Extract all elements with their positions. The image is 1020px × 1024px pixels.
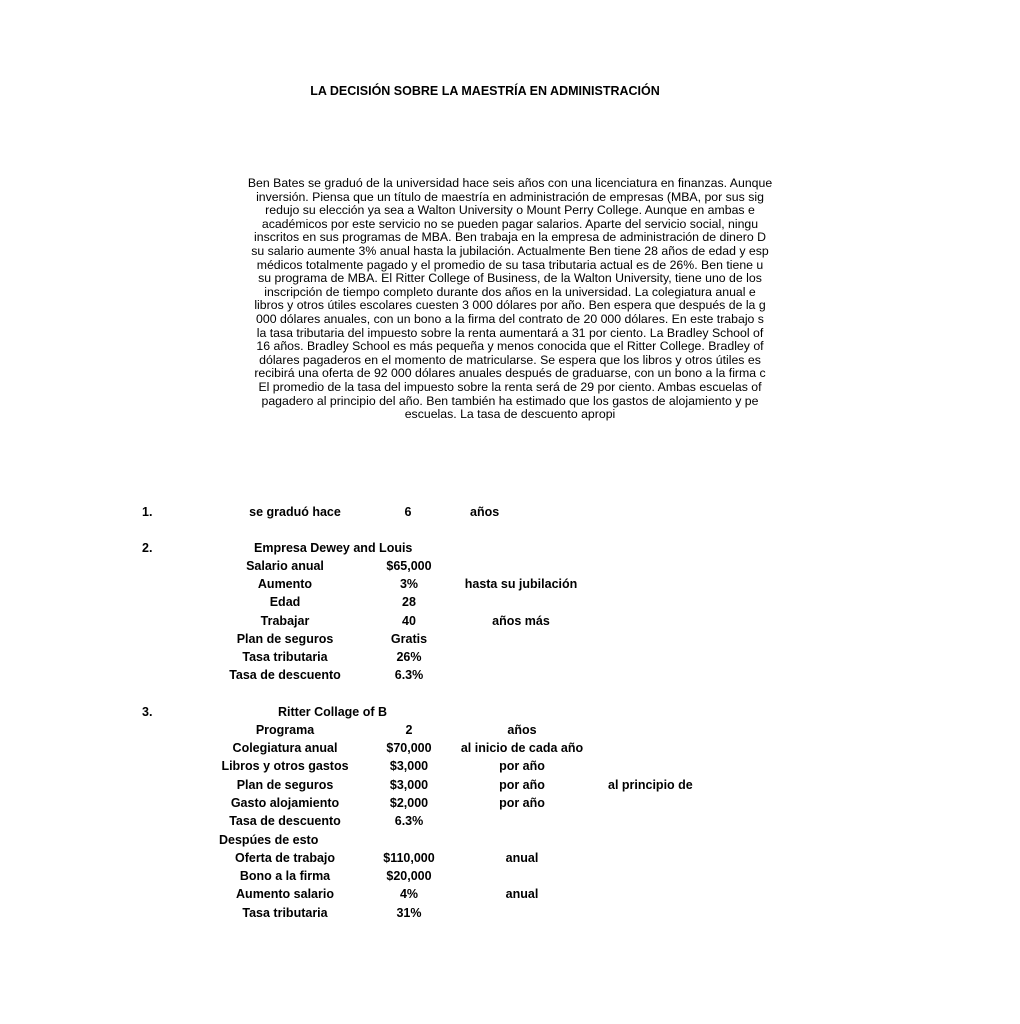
paragraph-line: la tasa tributaria del impuesto sobre la renta aumentará a 31 por ciento. La Bradley School of	[256, 325, 764, 340]
row-label: Aumento	[257, 577, 313, 592]
row-value: Gratis	[390, 631, 428, 646]
paragraph-line: inscripción de tiempo completo durante dos años en la universidad. La colegiatura anual e	[264, 284, 756, 299]
row-label: Oferta de trabajo	[234, 851, 336, 865]
row-label: Plan de seguros	[236, 777, 334, 792]
row-note: años	[507, 723, 537, 737]
row-label: Salario anual	[246, 559, 324, 573]
row-value: 31%	[396, 905, 422, 920]
paragraph-line: médicos totalmente pagado y el promedio de su tasa tributaria actual es de 26%. Ben tiene u	[256, 257, 764, 272]
section-1-unit: años	[470, 505, 500, 519]
section-3-heading: Ritter Collage of B	[278, 705, 388, 719]
paragraph-line: 16 años. Bradley School es más pequeña y menos conocida que el Ritter College. Bradley of	[256, 339, 764, 354]
section-1-label: se graduó hace	[249, 505, 341, 519]
row-value: 3%	[399, 577, 419, 592]
row-value: $110,000	[383, 851, 435, 865]
row-value: 40	[402, 613, 416, 628]
row-label: Tasa de descuento	[229, 668, 341, 683]
page-title: LA DECISIÓN SOBRE LA MAESTRÍA EN ADMINISTRACIÓN	[310, 84, 660, 98]
row-label: Programa	[255, 723, 315, 737]
paragraph-line: El promedio de la tasa del impuesto sobre la renta será de 29 por ciento. Ambas escuelas of	[258, 380, 762, 394]
paragraph-line: recibirá una oferta de 92 000 dólares anuales después de graduarse, con un bono a la firma c	[254, 366, 766, 381]
row-note: años más	[492, 613, 550, 628]
row-value: $20,000	[386, 869, 432, 884]
row-label: Tasa tributaria	[242, 650, 328, 664]
row-value: 6.3%	[394, 814, 424, 828]
row-note: anual	[505, 887, 539, 902]
paragraph-line: inscritos en sus programas de MBA. Ben trabaja en la empresa de administración de dinero D	[254, 230, 766, 245]
row-label: Colegiatura anual	[232, 741, 338, 756]
section-2-heading: Empresa Dewey and Louis	[254, 541, 413, 555]
row-note: por año	[499, 759, 545, 774]
paragraph-line: académicos por este servicio no se pueden pagar salarios. Aparte del servicio social, ningu	[261, 216, 759, 231]
section-3-subheading: Despúes de esto	[219, 833, 319, 847]
row-value: 2	[405, 723, 413, 737]
row-value: 28	[402, 595, 416, 610]
row-label: Tasa tributaria	[242, 905, 328, 920]
row-label: Libros y otros gastos	[221, 759, 349, 774]
section-1-number: 1.	[142, 505, 153, 519]
row-value: $3,000	[389, 759, 429, 774]
row-value: 4%	[399, 887, 419, 902]
row-value: $70,000	[386, 741, 432, 756]
row-label: Edad	[269, 595, 301, 610]
row-value: $3,000	[389, 777, 429, 792]
row-value: 6.3%	[394, 668, 424, 683]
row-note: por año	[499, 795, 545, 810]
row-label: Plan de seguros	[236, 631, 334, 646]
row-note: hasta su jubilación	[464, 577, 578, 592]
row-value: 26%	[396, 650, 422, 664]
paragraph-line: dólares pagaderos en el momento de matricularse. Se espera que los libros y otros útiles es	[259, 352, 761, 367]
paragraph-line: Ben Bates se graduó de la universidad hace seis años con una licenciatura en finanzas. Aunque	[247, 176, 773, 190]
row-note: al inicio de cada año	[460, 741, 584, 756]
paragraph-line: escuelas. La tasa de descuento apropi	[404, 407, 616, 422]
row-label: Bono a la firma	[239, 869, 331, 884]
paragraph-line: redujo su elección ya sea a Walton University o Mount Perry College. Aunque en ambas e	[265, 203, 755, 218]
paragraph-line: libros y otros útiles escolares cuesten 3 000 dólares por año. Ben espera que después de la g	[254, 298, 766, 313]
row-extra-note: al principio de	[608, 777, 693, 792]
paragraph-line: su programa de MBA. El Ritter College of Business, de la Walton University, tiene uno de los	[258, 271, 762, 286]
row-label: Gasto alojamiento	[230, 795, 340, 810]
paragraph-line: pagadero al principio del año. Ben también ha estimado que los gastos de alojamiento y pe	[261, 393, 759, 408]
paragraph-line: 000 dólares anuales, con un bono a la firma del contrato de 20 000 dólares. En este trabajo s	[256, 312, 764, 326]
row-label: Trabajar	[260, 613, 310, 628]
section-2-number: 2.	[142, 541, 153, 555]
row-value: $65,000	[386, 559, 432, 573]
section-1-value: 6	[404, 505, 412, 519]
row-value: $2,000	[389, 795, 429, 810]
row-label: Tasa de descuento	[229, 814, 341, 828]
paragraph-line: inversión. Piensa que un título de maestría en administración de empresas (MBA, por sus sig	[256, 189, 764, 204]
section-3-number: 3.	[142, 705, 153, 719]
paragraph-line: su salario aumente 3% anual hasta la jubilación. Actualmente Ben tiene 28 años de edad y esp	[251, 244, 769, 258]
row-label: Aumento salario	[236, 887, 334, 902]
row-note: anual	[505, 851, 539, 865]
row-note: por año	[499, 777, 545, 792]
